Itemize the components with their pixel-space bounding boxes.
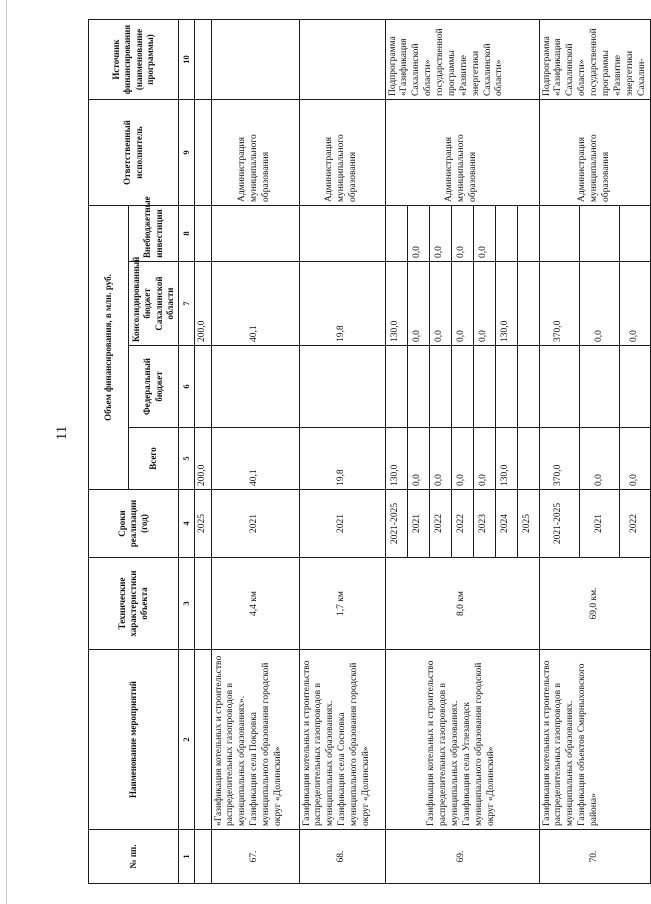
col-number: 10 [179,20,195,100]
row-executor: Администрация муниципального образования [385,100,539,206]
row-regional: 130,0 [385,262,407,346]
row-number: 69. [385,830,539,884]
row-total: 130,0 [495,428,517,490]
row-total: 0,0 [620,428,651,490]
row-total: 40,1 [211,428,299,490]
row-period: 2024 [495,490,517,558]
row-federal [407,346,429,428]
row-federal [517,346,539,428]
row-tech: 1,7 км [299,558,385,650]
row-offbudget: 0,0 [407,206,429,262]
col-number: 1 [179,830,195,884]
row-tech: 4,4 км [211,558,299,650]
row-regional: 40,1 [211,262,299,346]
row-regional: 19,8 [299,262,385,346]
row-period: 2025 [517,490,539,558]
table-row [539,20,579,884]
row-regional: 0,0 [579,262,619,346]
row-tech: 8,0 км [385,558,539,650]
header-total: Всего [129,428,179,490]
row-number: 70. [539,830,651,884]
row-federal [473,346,495,428]
row-period: 2021-2025 [385,490,407,558]
table-row [385,20,407,884]
header-source: Источник финансирования (наименование программы) [89,20,179,100]
row-period: 2021 [579,490,619,558]
row-period: 2022 [620,490,651,558]
row-period: 2021 [211,490,299,558]
header-federal: Федеральный бюджет [129,346,179,428]
page-edge-rule [6,0,7,904]
row-period: 2021 [299,490,385,558]
row-regional: 0,0 [473,262,495,346]
row-offbudget: 0,0 [429,206,451,262]
col-number: 5 [179,428,195,490]
row-federal [451,346,473,428]
row-total: 0,0 [473,428,495,490]
row-period: 2021-2025 [539,490,579,558]
header-tech: Технические характеристики объекта [89,558,179,650]
row-federal [385,346,407,428]
col-number: 4 [179,490,195,558]
row-total: 130,0 [385,428,407,490]
header-period: Сроки реализации (год) [89,490,179,558]
row-tech: 69,0 км. [539,558,651,650]
row-regional: 130,0 [495,262,517,346]
row-regional: 0,0 [620,262,651,346]
row-regional [517,262,539,346]
col-number: 7 [179,262,195,346]
col-number: 6 [179,346,195,428]
header-num: № пп. [89,830,179,884]
funding-table [88,19,651,884]
row-offbudget: 0,0 [473,206,495,262]
row-executor: Администрация муниципального образования [211,100,299,206]
page-number: 11 [53,425,70,441]
col-number: 2 [179,650,195,830]
row-period: 2023 [473,490,495,558]
row-regional: 370,0 [539,262,579,346]
row-regional: 0,0 [451,262,473,346]
row-total: 0,0 [579,428,619,490]
row-total: 0,0 [407,428,429,490]
row-total [517,428,539,490]
row-source: Подпрограмма «Газификация Сахалинской области» государственной программы «Развитие энергетики Сахалинской области» [385,20,539,100]
row-offbudget [385,206,407,262]
row-total: 19,8 [299,428,385,490]
prev-period: 2025 [194,490,211,558]
table-row [194,20,211,884]
row-offbudget [517,206,539,262]
rotated-table-container [88,20,647,884]
row-federal [495,346,517,428]
row-period: 2022 [429,490,451,558]
row-name: Газификация котельных и строительство распределительных газопроводов в муниципальных образованиях. Газификация села Сосновка муниципального образования городской округ «Долинский» [299,650,385,830]
header-name: Наименование мероприятий [89,650,179,830]
prev-regional: 200,0 [194,262,211,346]
row-regional: 0,0 [407,262,429,346]
row-period: 2021 [407,490,429,558]
row-number: 68. [299,830,385,884]
header-regional: Консолидированный бюджет Сахалинской области [129,262,179,346]
column-number-row [179,20,195,884]
header-row-1 [89,20,129,884]
row-total: 0,0 [451,428,473,490]
row-name: Газификация котельных и строительство распределительных газопроводов в муниципальных образованиях. Газификация объектов Смирныховского района» [539,650,651,830]
col-number: 8 [179,206,195,262]
row-total: 370,0 [539,428,579,490]
row-federal [429,346,451,428]
row-name: Газификация котельных и строительство распределительных газопроводов в муниципальных образованиях. Газификация села Углезаводск муниципального образования городской округ «Долинский» [385,650,539,830]
table-row [299,20,385,884]
header-offbudget: Внебюджетные инвестиции [129,206,179,262]
col-number: 9 [179,100,195,206]
row-source: Подпрограмма «Газификация Сахалинской области» государственной программы «Развитие энергетики Сахалин- [539,20,651,100]
row-executor: Администрация муниципального образования [539,100,651,206]
row-offbudget [495,206,517,262]
row-total: 0,0 [429,428,451,490]
row-name: «Газификация котельных и строительство распределительных газопроводов в муниципальных образованиях». Газификация села Покровка муниципального образования городской округ «Долинский» [211,650,299,830]
row-number: 67. [211,830,299,884]
header-executor: Ответственный исполнитель [89,100,179,206]
prev-total: 200,0 [194,428,211,490]
prev-name [194,650,211,830]
row-executor: Администрация муниципального образования [299,100,385,206]
table-row [211,20,299,884]
row-period: 2022 [451,490,473,558]
col-number: 3 [179,558,195,650]
row-offbudget: 0,0 [451,206,473,262]
header-funding-group: Объем финансирования, в млн. руб. [89,206,129,490]
row-regional: 0,0 [429,262,451,346]
